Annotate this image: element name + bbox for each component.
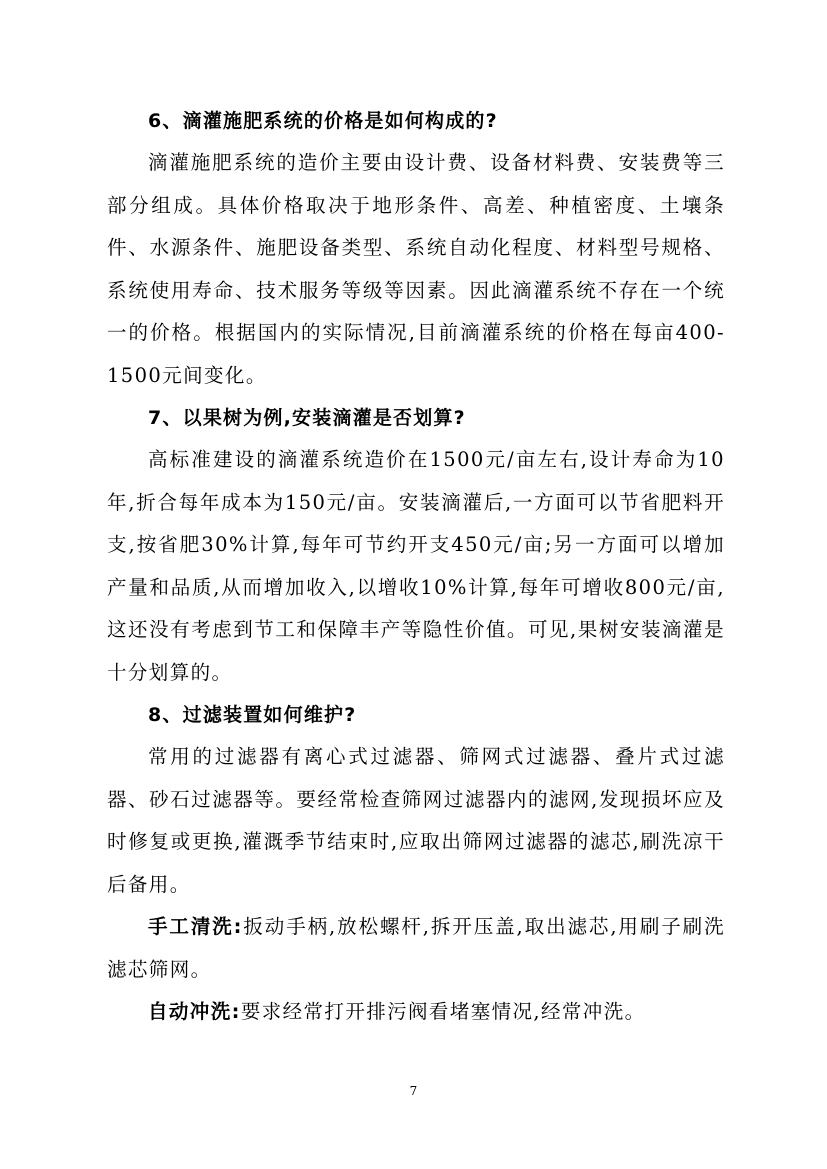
section-6-heading: 6、滴灌施肥系统的价格是如何构成的? [148, 110, 498, 132]
auto-flush-text: 要求经常打开排污阀看堵塞情况,经常冲洗。 [240, 1000, 646, 1023]
page-number: 7 [409, 1084, 418, 1098]
auto-flush-paragraph [107, 991, 725, 1034]
section-7-heading: 7、以果树为例,安装滴灌是否划算? [148, 407, 466, 429]
section-8-paragraph: 常用的过滤器有离心式过滤器、筛网式过滤器、叠片式过滤器、砂石过滤器等。要经常检查筛网过滤器内的滤网,发现损坏应及时修复或更换,灌溉季节结束时,应取出筛网过滤器的滤芯,刷洗凉干后备用。 [107, 745, 725, 896]
manual-cleaning-text: 扳动手柄,放松螺杆,拆开压盖,取出滤芯,用刷子刷洗滤芯筛网。 [107, 915, 725, 981]
manual-cleaning-label: 手工清洗: [148, 915, 243, 938]
auto-flush-label: 自动冲洗: [148, 1000, 241, 1023]
section-6-paragraph: 滴灌施肥系统的造价主要由设计费、设备材料费、安装费等三部分组成。具体价格取决于地形条件、高差、种植密度、土壤条件、水源条件、施肥设备类型、系统自动化程度、材料型号规格、系统使用寿命、技术服务等级等因素。因此滴灌系统不存在一个统一的价格。根据国内的实际情况,目前滴灌系统的价格在每亩400-1500元间变化。 [107, 151, 725, 387]
page-content [107, 100, 725, 1034]
section-7-paragraph: 高标准建设的滴灌系统造价在1500元/亩左右,设计寿命为10年,折合每年成本为150元/亩。安装滴灌后,一方面可以节省肥料开支,按省肥30%计算,每年可节约开支450元/亩;另一方面可以增加产量和品质,从而增加收入,以增收10%计算,每年可增收800元/亩,这还没有考虑到节工和保障丰产等隐性价值。可见,果树安装滴灌是十分划算的。 [107, 448, 725, 684]
manual-cleaning-paragraph [107, 906, 725, 991]
section-8-heading: 8、过滤装置如何维护? [148, 704, 357, 726]
